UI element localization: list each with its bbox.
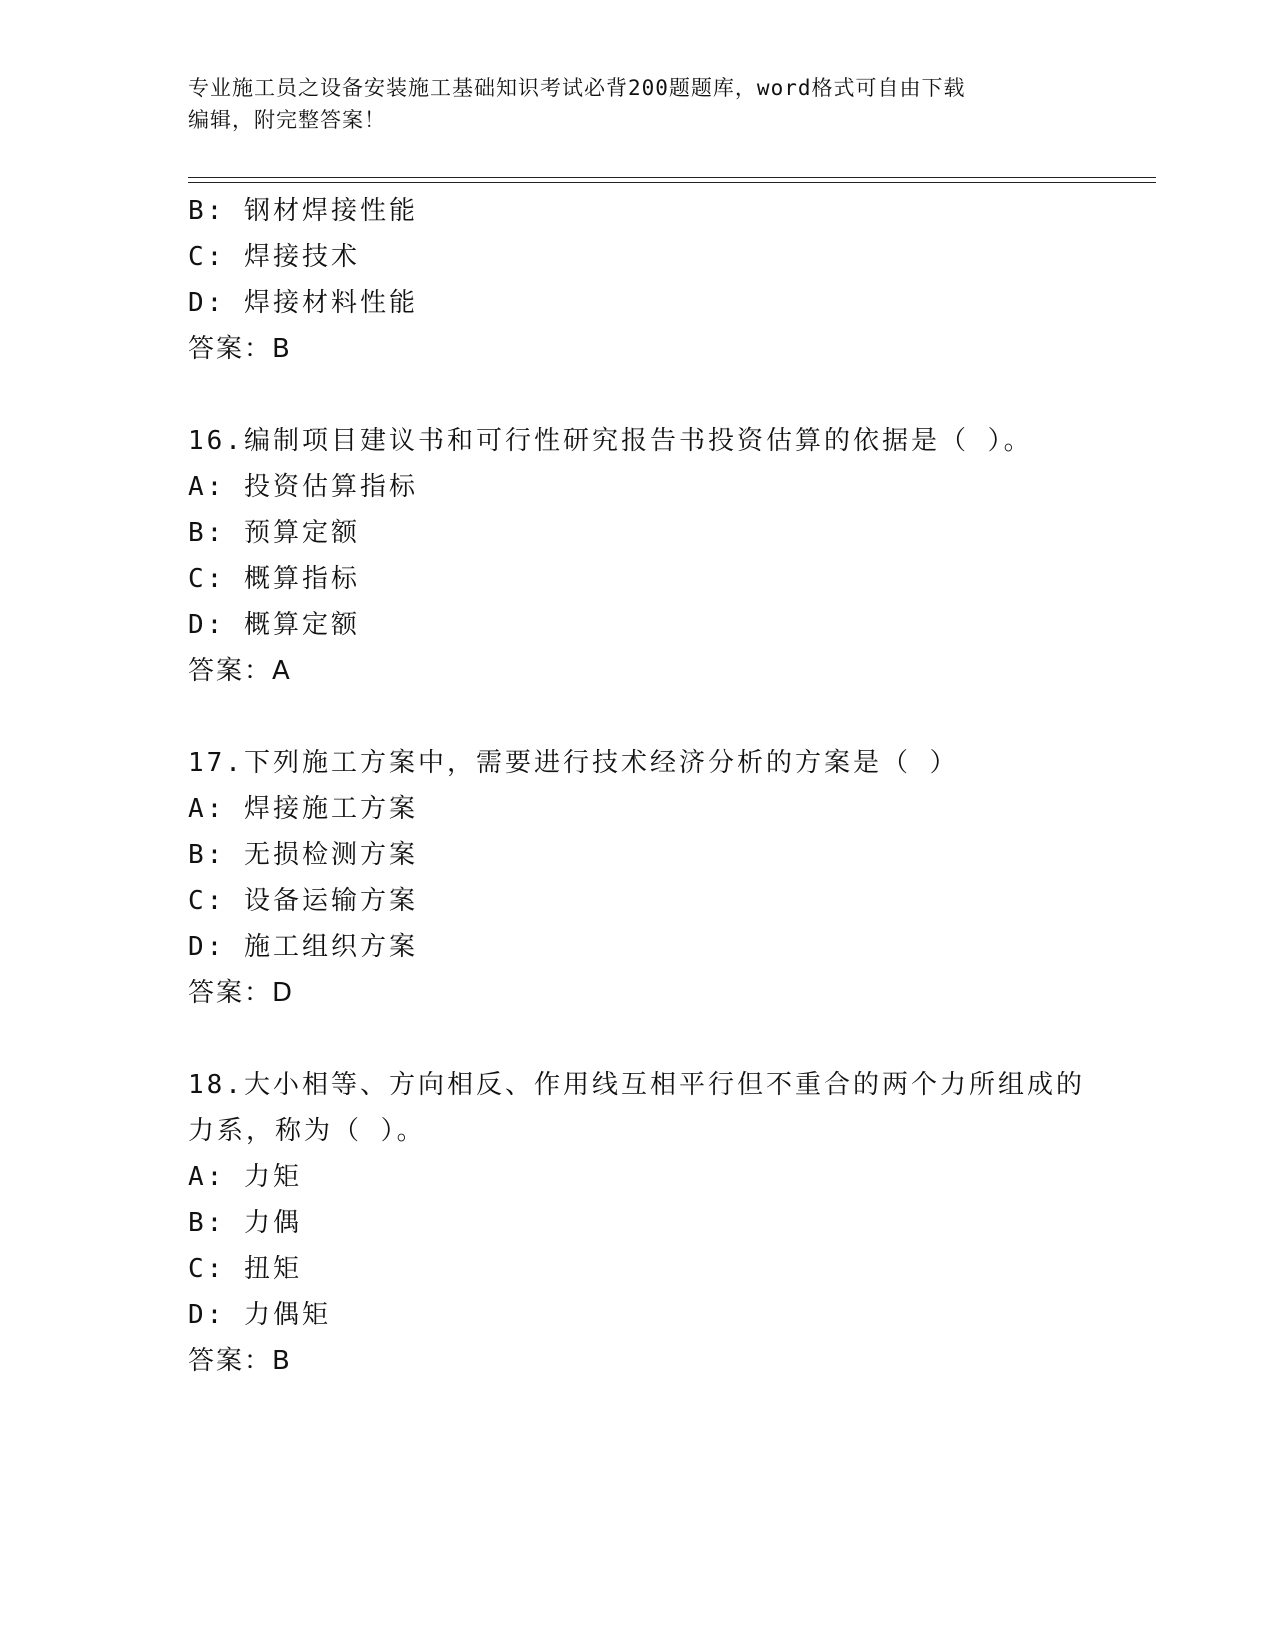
option-d: D: 焊接材料性能 [188, 288, 418, 318]
spacer [188, 694, 1128, 740]
option-d: D: 施工组织方案 [188, 932, 418, 962]
question-18 [188, 1062, 1128, 1384]
header-rule-bottom [188, 182, 1156, 183]
spacer [188, 372, 1128, 418]
question-17 [188, 740, 1128, 1016]
question-stem-line-2: 力系，称为（ ）。 [188, 1116, 426, 1146]
option-c: C: 焊接技术 [188, 242, 360, 272]
answer: 答案：D [188, 978, 295, 1008]
option-b: B: 钢材焊接性能 [188, 196, 418, 226]
answer: 答案：B [188, 1346, 292, 1376]
option-d: D: 力偶矩 [188, 1300, 331, 1330]
option-b: B: 预算定额 [188, 518, 360, 548]
question-stem: 16.编制项目建议书和可行性研究报告书投资估算的依据是（ ）。 [188, 426, 1033, 456]
question-stem: 17.下列施工方案中，需要进行技术经济分析的方案是（ ） [188, 748, 959, 778]
question-list [188, 188, 1128, 1384]
header-line-2: 编辑，附完整答案！ [188, 108, 386, 132]
document-header [188, 72, 1078, 136]
option-d: D: 概算定额 [188, 610, 360, 640]
question-16 [188, 418, 1128, 694]
option-c: C: 扭矩 [188, 1254, 302, 1284]
header-rule-top [188, 177, 1156, 178]
option-a: A: 焊接施工方案 [188, 794, 418, 824]
question-stem-line-1: 18.大小相等、方向相反、作用线互相平行但不重合的两个力所组成的 [188, 1070, 1085, 1100]
option-a: A: 投资估算指标 [188, 472, 418, 502]
option-c: C: 设备运输方案 [188, 886, 418, 916]
answer: 答案：A [188, 656, 292, 686]
header-line-1: 专业施工员之设备安装施工基础知识考试必背200题题库，word格式可自由下载 [188, 76, 966, 100]
spacer [188, 1016, 1128, 1062]
option-a: A: 力矩 [188, 1162, 302, 1192]
option-b: B: 无损检测方案 [188, 840, 418, 870]
option-c: C: 概算指标 [188, 564, 360, 594]
option-b: B: 力偶 [188, 1208, 302, 1238]
question-15-carryover [188, 188, 1128, 372]
answer: 答案：B [188, 334, 292, 364]
